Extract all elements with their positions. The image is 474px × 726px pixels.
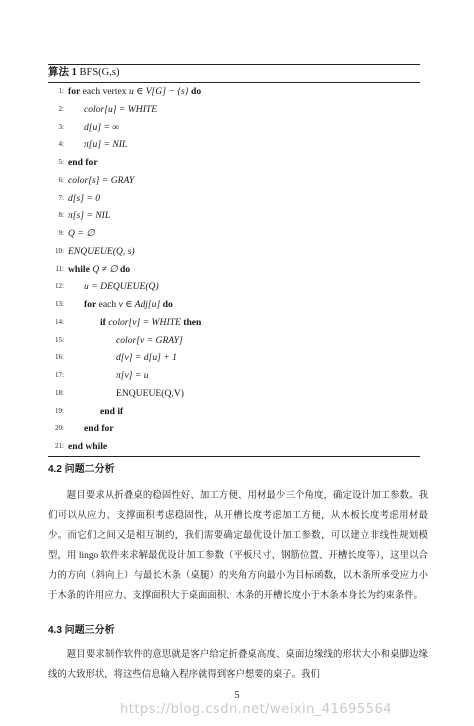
- math-expression: color[v] = WHITE: [108, 316, 181, 328]
- line-code: [68, 225, 95, 243]
- algorithm-line: [48, 314, 420, 332]
- line-number: 13:: [55, 300, 64, 308]
- line-number: 7:: [58, 193, 64, 202]
- line-code: [68, 438, 107, 456]
- line-number: 19:: [55, 406, 64, 415]
- math-expression: color[u] = WHITE: [84, 103, 158, 115]
- algorithm-line: [48, 261, 420, 279]
- math-expression: u = DEQUEUE(Q): [84, 281, 159, 293]
- algorithm-line: [48, 403, 420, 421]
- algorithm-line: [48, 438, 420, 456]
- code-text: each vertex: [80, 86, 129, 97]
- line-number: 15:: [55, 335, 64, 344]
- line-code: [116, 385, 184, 403]
- code-text: each: [96, 299, 119, 310]
- math-expression: d[u] = ∞: [84, 121, 120, 133]
- line-number: 3:: [58, 122, 64, 131]
- algorithm-line: [48, 296, 420, 314]
- math-expression: π[u] = NIL: [84, 139, 128, 151]
- line-code: [68, 172, 134, 190]
- line-code: [116, 332, 183, 350]
- algorithm-line: [48, 420, 420, 438]
- algorithm-line: [48, 332, 420, 350]
- line-code: [84, 278, 159, 296]
- line-number: 10:: [55, 246, 64, 255]
- keyword: for: [68, 86, 81, 97]
- math-expression: π[v] = u: [116, 370, 149, 381]
- algorithm-line: [48, 207, 420, 225]
- keyword: do: [120, 263, 131, 275]
- watermark: https://blog.csdn.net/weixin_41695564: [120, 702, 393, 717]
- math-expression: color[s] = GRAY: [68, 174, 135, 186]
- line-number: 1:: [58, 87, 64, 95]
- math-expression: color[v = GRAY]: [116, 334, 183, 346]
- algorithm-line: [48, 243, 420, 261]
- keyword: then: [183, 316, 202, 328]
- line-code: [84, 420, 114, 438]
- line-number: 6:: [58, 175, 64, 184]
- algorithm-line: [48, 190, 420, 208]
- line-number: 11:: [55, 264, 64, 273]
- line-code: [116, 349, 177, 367]
- line-number: 12:: [55, 282, 64, 291]
- keyword: for: [84, 299, 97, 310]
- math-expression: v ∈ Adj[u]: [118, 299, 161, 310]
- math-expression: Q ≠ ∅: [92, 263, 118, 275]
- math-expression: Q = ∅: [68, 228, 95, 239]
- line-code: [68, 83, 201, 101]
- math-expression: u ∈ V[G] − {s}: [129, 86, 189, 97]
- algorithm-line: [48, 154, 420, 172]
- line-code: [84, 119, 119, 137]
- section-heading: 4.2 问题二分析: [48, 464, 115, 475]
- section-heading: 4.3 问题三分析: [48, 625, 115, 636]
- line-code: [100, 403, 123, 421]
- line-code: [100, 314, 201, 332]
- algorithm-line: [48, 101, 420, 119]
- algorithm-bottom-rule: [48, 456, 420, 457]
- algorithm-line: [48, 119, 420, 137]
- line-number: 20:: [55, 424, 64, 433]
- section-4-2: [48, 463, 428, 606]
- algorithm-line: [48, 367, 420, 385]
- keyword: if: [100, 316, 106, 328]
- algorithm-name: BFS(G,s): [79, 67, 120, 78]
- algorithm-line: [48, 385, 420, 403]
- algorithm-line: [48, 225, 420, 243]
- keyword: end for: [68, 157, 98, 168]
- line-code: [68, 243, 135, 261]
- section-paragraph: 题目要求制作软件的意思就是客户给定折叠桌高度、桌面边缘线的形状大小和桌脚边缘线的大致形状，将这些信息输入程序就得到客户想要的桌子。我们: [48, 650, 428, 680]
- line-number: 21:: [55, 442, 64, 450]
- keyword: do: [162, 299, 173, 310]
- line-code: [84, 101, 157, 119]
- line-code: [68, 261, 130, 279]
- section-paragraph: 题目要求从折叠桌的稳固性好、加工方便、用材最少三个角度，确定设计加工参数。我们可以从应力、支撑面积考虑稳固性，从开槽长度考虑加工方便，从木板长度考虑用材最少。而它们之间又是相互制约，我们需要确定最优设计加工参数，可以建立非线性规划模型，用 lingo 软件来求解最优设计加工参数（平板尺寸、钢筋位置、开槽长度等），这里以合力的方向（斜向上）与最长木条（桌腿）的夹角方向最小为目标函数，以木条所承受应力小于木条的许用应力、支撑面积大于桌面面积、木条的开槽长度小于木条本身长为约束条件。: [48, 491, 428, 601]
- code-text: ENQUEUE(Q,V): [116, 387, 184, 399]
- line-number: 14:: [55, 317, 64, 326]
- line-number: 17:: [55, 371, 64, 379]
- section-4-3: [48, 624, 428, 685]
- line-code: [84, 136, 127, 154]
- line-number: 8:: [58, 211, 64, 220]
- algorithm-line: [48, 172, 420, 190]
- line-number: 18:: [55, 388, 64, 397]
- math-expression: d[s] = 0: [68, 192, 101, 204]
- algorithm-line: [48, 83, 420, 101]
- keyword: do: [191, 86, 202, 97]
- algorithm-line: [48, 278, 420, 296]
- line-code: [68, 190, 100, 208]
- keyword: end for: [84, 423, 114, 435]
- line-code: [84, 296, 173, 314]
- algorithm-line: [48, 136, 420, 154]
- math-expression: d[v] = d[u] + 1: [116, 352, 177, 364]
- math-expression: π[s] = NIL: [68, 210, 111, 222]
- keyword: end if: [100, 405, 124, 417]
- line-code: [68, 154, 98, 172]
- algorithm-label: 算法 1: [48, 67, 77, 78]
- line-number: 9:: [58, 229, 64, 237]
- line-code: [68, 207, 110, 225]
- algorithm-caption: [48, 65, 420, 82]
- keyword: end while: [68, 441, 108, 452]
- line-number: 16:: [55, 353, 64, 362]
- algorithm-block: [48, 64, 420, 457]
- line-number: 4:: [58, 140, 64, 149]
- line-number: 5:: [58, 158, 64, 166]
- keyword: while: [68, 263, 90, 275]
- page-number: 5: [234, 690, 240, 701]
- line-number: 2:: [58, 104, 64, 113]
- math-expression: ENQUEUE(Q, s): [68, 245, 135, 257]
- line-code: [116, 367, 149, 385]
- algorithm-line: [48, 349, 420, 367]
- algorithm-lines: [48, 83, 420, 456]
